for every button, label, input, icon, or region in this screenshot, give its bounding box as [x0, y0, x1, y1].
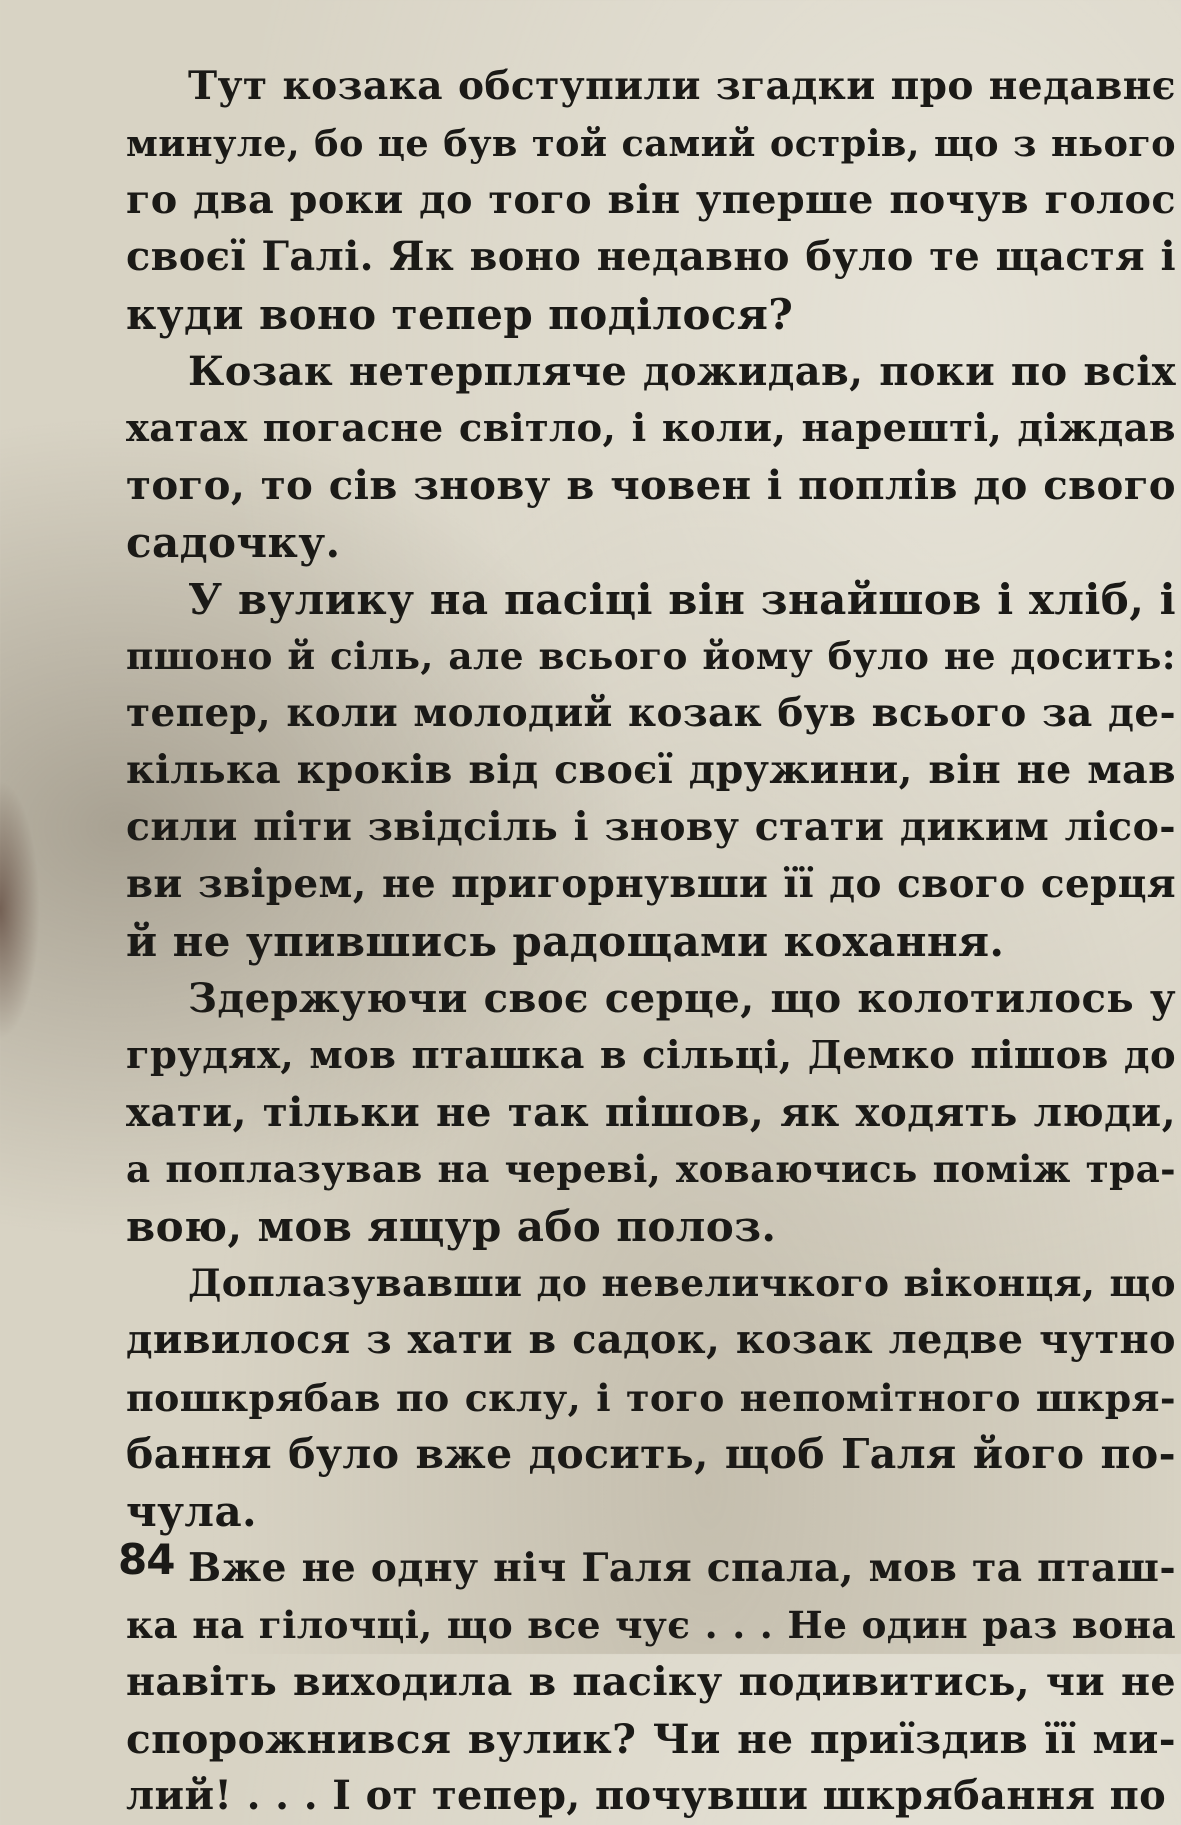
paragraph: [126, 343, 1176, 571]
text-line: лий! . . . І от тепер, почувши шкрябання по: [126, 1773, 1167, 1819]
text-line: й не упившись радощами кохання.: [126, 917, 1005, 966]
text-line: того, то сів знову в човен і поплів до свого: [126, 462, 1176, 509]
text-line: пшоно й сіль, але всього йому було не досить:: [126, 634, 1176, 678]
paragraph: [126, 58, 1176, 343]
text-line: своєї Галі. Як воно недавно було те щастя і: [126, 234, 1176, 280]
text-line: ви звірем, не пригорнувши її до свого серця: [126, 861, 1176, 907]
text-line: Вже не одну ніч Галя спала, мов та пташ-: [188, 1545, 1176, 1591]
text-line: а поплазував на череві, ховаючись поміж тра-: [126, 1147, 1176, 1191]
text-line: кілька кроків від своєї дружини, він не мав: [126, 747, 1176, 793]
page-number: 84: [118, 1535, 175, 1584]
text-line: навіть виходила в пасіку подивитись, чи не: [126, 1659, 1176, 1705]
text-line: У вулику на пасіці він знайшов і хліб, і: [188, 575, 1176, 624]
text-line: дивилося з хати в садок, козак ледве чутно: [126, 1317, 1176, 1363]
paragraph: [126, 571, 1176, 970]
finger-shadow: [0, 780, 40, 1040]
text-line: Доплазувавши до невеличкого віконця, що: [188, 1261, 1176, 1305]
text-line: тепер, коли молодий козак був всього за де-: [126, 691, 1176, 736]
paragraph: [126, 1540, 1176, 1825]
text-line: Козак нетерпляче дожидав, поки по всіх: [188, 348, 1176, 395]
paragraph: [126, 1255, 1176, 1540]
text-line: куди воно тепер поділося?: [126, 290, 794, 339]
text-line: хатах погасне світло, і коли, нарешті, діждав: [126, 406, 1176, 451]
text-line: пошкрябав по склу, і того непомітного шкря-: [126, 1375, 1176, 1420]
text-line: Тут козака обступили згадки про недавнє: [188, 63, 1176, 109]
text-line: минуле, бо це був той самий острів, що з нього: [126, 122, 1176, 165]
text-line: Здержуючи своє серце, що колотилось у: [188, 975, 1176, 1022]
text-line: спорожнився вулик? Чи не приїздив її ми-: [126, 1715, 1176, 1763]
text-line: садочку.: [126, 518, 341, 567]
text-line: хати, тільки не так пішов, як ходять люди,: [126, 1089, 1176, 1136]
text-line: грудях, мов пташка в сільці, Демко пішов до: [126, 1033, 1176, 1078]
text-line: сили піти звідсіль і знову стати диким лісо-: [126, 804, 1176, 850]
text-line: ка на гілочці, що все чує . . . Не один раз вона: [126, 1603, 1176, 1647]
paragraph: [126, 970, 1176, 1255]
body-text: [126, 58, 1176, 1825]
text-line: вою, мов ящур або полоз.: [126, 1202, 777, 1251]
text-line: го два роки до того він уперше почув голос: [126, 177, 1176, 223]
text-line: бання було вже досить, щоб Галя його по-: [126, 1430, 1176, 1478]
text-line: чула.: [126, 1487, 258, 1536]
